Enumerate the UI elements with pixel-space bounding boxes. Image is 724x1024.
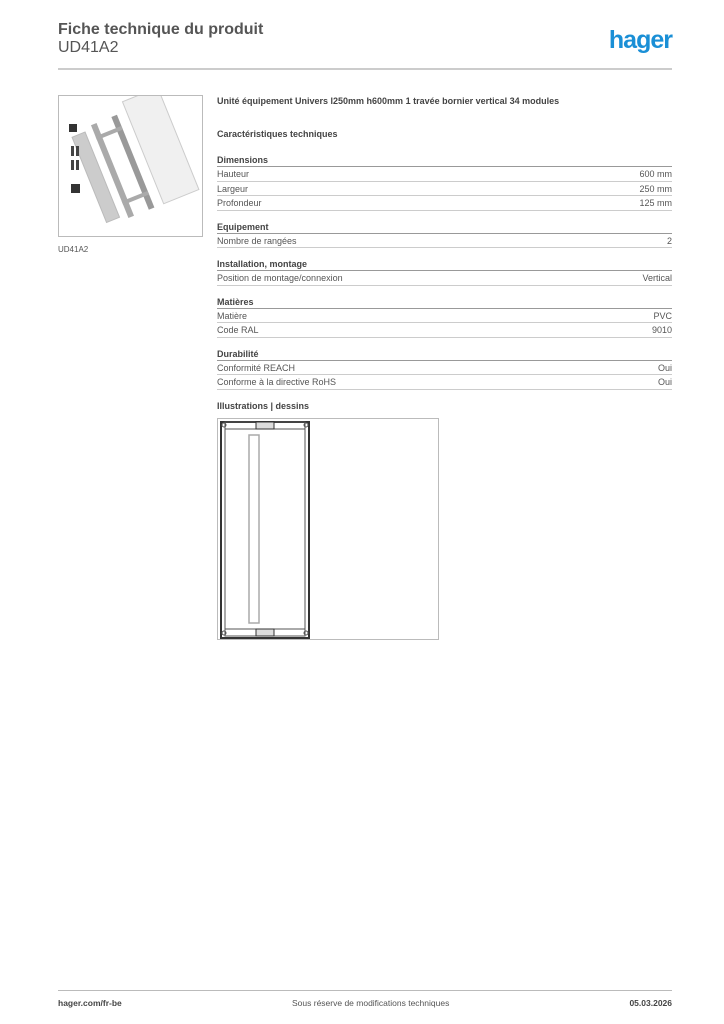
photo-caption: UD41A2 [58,245,89,254]
spec-label: Profondeur [217,198,262,208]
footer-website-link[interactable]: hager.com/fr-be [58,998,122,1008]
spec-label: Position de montage/connexion [217,273,343,283]
illustrations-title: Illustrations | dessins [217,400,310,411]
product-photo [58,95,203,237]
spec-row [217,234,672,249]
spec-label: Conforme à la directive RoHS [217,377,337,387]
spec-value: PVC [653,310,672,321]
group-title: Dimensions [217,153,672,167]
spec-row [217,167,672,182]
footer-divider [58,990,672,991]
spec-group [217,153,672,211]
footer-date: 05.03.2026 [629,998,672,1008]
group-title: Equipement [217,220,672,234]
product-code: UD41A2 [58,39,119,56]
group-title: Durabilité [217,347,672,361]
spec-row [217,323,672,338]
spec-row [217,196,672,211]
spec-value: Oui [657,362,672,373]
page-title: Fiche technique du produit [58,21,264,38]
spec-row [217,375,672,390]
spec-value: 2 [666,235,672,246]
spec-value: Vertical [642,273,672,283]
spec-group [217,220,672,249]
spec-label: Nombre de rangées [217,235,297,246]
spec-label: Conformité REACH [217,362,296,373]
group-title: Matières [217,295,672,309]
spec-label: Hauteur [217,169,250,179]
spec-group [217,257,672,286]
spec-content [217,96,672,640]
spec-value: 9010 [651,325,672,335]
spec-row [217,361,672,376]
spec-group [217,347,672,390]
group-title: Installation, montage [217,257,672,271]
spec-group [217,295,672,338]
header-divider [58,68,672,70]
spec-value: Oui [657,377,672,387]
technical-drawing [217,418,439,640]
section-title: Caractéristiques techniques [217,129,338,139]
spec-row [217,271,672,286]
hager-logo: hager [608,26,672,54]
spec-row [217,309,672,324]
spec-label: Largeur [217,183,249,194]
spec-label: Code RAL [217,325,259,335]
spec-value: 125 mm [639,198,672,208]
spec-value: 250 mm [639,183,672,194]
product-title: Unité équipement Univers l250mm h600mm 1 travée bornier vertical 34 modules [217,96,560,106]
spec-label: Matière [217,310,248,321]
spec-row [217,182,672,197]
footer-notice: Sous réserve de modifications techniques [292,998,450,1008]
spec-value: 600 mm [639,169,672,179]
